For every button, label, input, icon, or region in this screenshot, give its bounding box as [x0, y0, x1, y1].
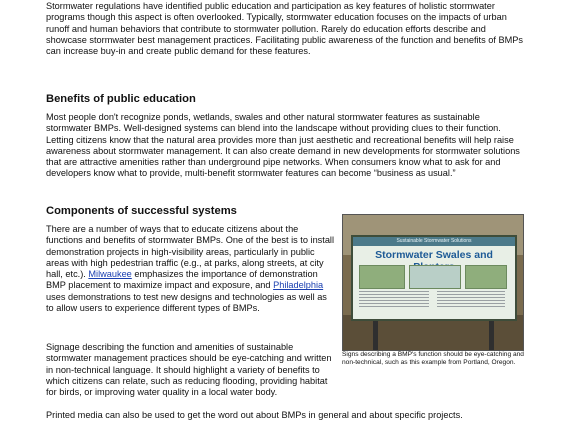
components-paragraph-2: Signage describing the function and amenities of sustainable stormwater management practices should be eye-catching and written in non-technical language. It should highlight a variety of benefits to which citizens can relate, such as reducing flooding, providing habitat for birds, or improving water quality in a local water body.	[46, 342, 332, 398]
sign-text-block-2	[437, 291, 505, 309]
sign-text-block-1	[359, 291, 429, 309]
milwaukee-link[interactable]: Milwaukee	[88, 269, 132, 280]
sign-header-text: Sustainable Stormwater Solutions	[353, 237, 515, 246]
philadelphia-link[interactable]: Philadelphia	[273, 280, 324, 291]
sign-illustration-3	[465, 265, 507, 289]
sign-title-text: Stormwater Swales and	[375, 249, 493, 261]
components-text-c: uses demonstrations to test new designs and technologies as well as to allow users to experience different types of BMPs.	[46, 291, 327, 314]
sign-photo	[342, 214, 524, 351]
heading-components: Components of successful systems	[46, 205, 237, 217]
components-text-b: emphasizes the importance of demonstration BMP placement to maximize impact and exposure, and	[46, 269, 318, 291]
intro-paragraph: Stormwater regulations have identified public education and participation as key features of holistic stormwater programs though this aspect is often overlooked. Typically, stormwater education focuses on the impacts of urban runoff and human behaviors that contribute to stormwater pollution. Rarely do education efforts describe and showcase stormwater best management practices. Facilitating public awareness of the function and benefits of BMPs can increase buy-in and create public demand for these features.	[46, 1, 523, 57]
components-paragraph-3: Printed media can also be used to get the word out about BMPs in general and about specific projects.	[46, 410, 463, 420]
sign-board	[351, 235, 517, 321]
components-text-a: There are a number of ways that to educate citizens about the functions and benefits of stormwater BMPs. One of the best is to install demonstration projects in high-visibility areas, particularly in public areas with high pedestrian traffic (e.g., at parks, along streets, at city hall, etc.).	[46, 224, 335, 280]
sign-illustration-1	[359, 265, 405, 289]
sign-illustration-2	[409, 265, 461, 289]
components-paragraph-1	[46, 224, 334, 314]
figure-caption: Signs describing a BMP's function should be eye-catching and non-technical, such as this example from Portland, Oregon.	[342, 351, 524, 366]
sign-body	[359, 265, 509, 313]
heading-benefits: Benefits of public education	[46, 93, 196, 105]
benefits-paragraph: Most people don't recognize ponds, wetlands, swales and other natural stormwater features as sustainable stormwater BMPs. Well-designed systems can blend into the landscape without providing clues to their function. Letting citizens know that the natural area provides more than just aesthetic and recreational benefits will help raise awareness about stormwater management. It can also create demand in new developments for stormwater solutions that are attractive amenities rather than underground pipe networks. When consumers know what to ask for and developers know what to provide, multi-benefit stormwater features can become “business as usual.”	[46, 112, 520, 179]
